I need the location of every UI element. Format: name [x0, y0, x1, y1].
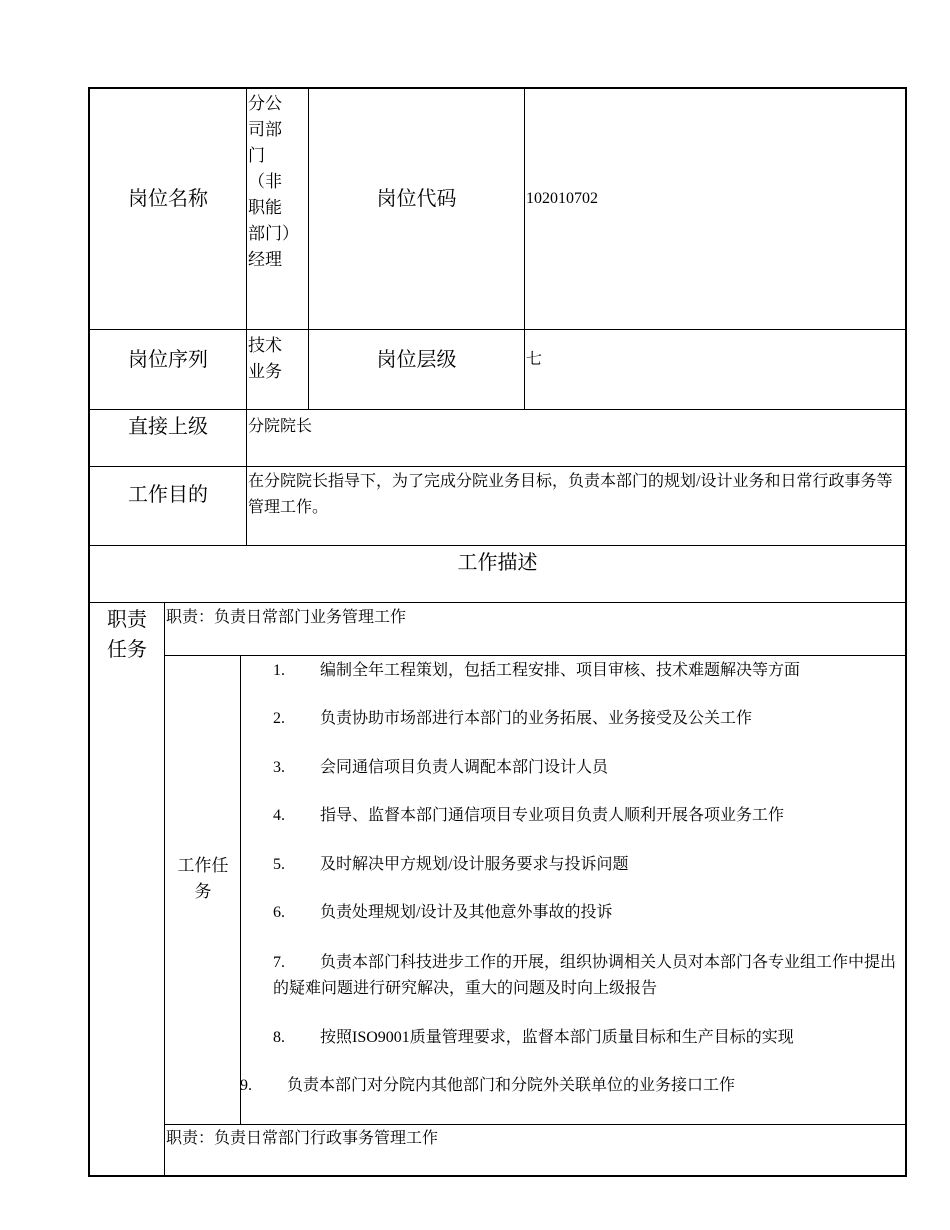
row-divider	[164, 655, 907, 656]
duty2-heading: 职责：负责日常部门行政事务管理工作	[166, 1130, 439, 1147]
task-number: 6.	[273, 904, 285, 921]
task-text: 负责处理规划/设计及其他意外事故的投诉	[320, 904, 613, 921]
row-divider	[88, 545, 907, 546]
value-position-name: 分公司部门（非职能部门）经理	[248, 94, 291, 269]
row-divider	[88, 466, 907, 467]
task-item-8	[273, 1025, 903, 1051]
task-item-5	[273, 852, 903, 878]
task-text: 负责本部门科技进步工作的开展，组织协调相关人员对本部门各专业组工作中提出的疑难问题进行研究解决，重大的问题及时向上级报告	[273, 954, 897, 997]
task-number: 8.	[273, 1029, 285, 1046]
border-left	[88, 87, 90, 1177]
task-number: 9.	[240, 1077, 252, 1094]
task-number: 2.	[273, 710, 285, 727]
task-item-7	[273, 950, 901, 1002]
label-duty-tasks	[96, 605, 158, 665]
col-divider	[240, 655, 241, 1125]
task-text: 会同通信项目负责人调配本部门设计人员	[320, 759, 609, 776]
work-task-label-text: 工作任务	[177, 856, 229, 901]
task-number: 1.	[273, 662, 285, 679]
row-divider	[88, 602, 907, 603]
task-text: 及时解决甲方规划/设计服务要求与投诉问题	[320, 856, 629, 873]
task-item-4	[273, 803, 903, 829]
task-text: 按照ISO9001质量管理要求，监督本部门质量目标和生产目标的实现	[320, 1029, 794, 1046]
task-number: 5.	[273, 856, 285, 873]
value-work-purpose: 在分院院长指导下，为了完成分院业务目标，负责本部门的规划/设计业务和日常行政事务等管理工作。	[248, 473, 893, 516]
border-right	[905, 87, 907, 1177]
value-position-series: 技术业务	[248, 336, 282, 381]
task-text: 编制全年工程策划，包括工程安排、项目审核、技术难题解决等方面	[320, 662, 801, 679]
task-item-2	[273, 706, 903, 732]
border-bottom	[88, 1175, 907, 1177]
col-divider	[524, 87, 525, 410]
duty-label-text: 职责任务	[107, 609, 147, 661]
section-title: 工作描述	[457, 552, 538, 574]
row-divider	[88, 409, 907, 410]
task-item-1	[273, 658, 903, 684]
label-position-code: 岗位代码	[376, 188, 457, 210]
label-direct-superior: 直接上级	[128, 416, 208, 438]
col-divider	[164, 602, 165, 1177]
value-position-code: 102010702	[526, 190, 598, 207]
value-direct-superior: 分院院长	[248, 418, 313, 435]
task-text: 负责本部门对分院内其他部门和分院外关联单位的业务接口工作	[287, 1077, 736, 1094]
task-text: 负责协助市场部进行本部门的业务拓展、业务接受及公关工作	[320, 710, 753, 727]
col-divider	[246, 87, 247, 546]
task-text: 指导、监督本部门通信项目专业项目负责人顺利开展各项业务工作	[320, 807, 785, 824]
task-number: 7.	[273, 954, 285, 971]
row-divider	[164, 1124, 907, 1125]
task-number: 3.	[273, 759, 285, 776]
task-number: 4.	[273, 807, 285, 824]
label-position-level: 岗位层级	[376, 349, 457, 371]
row-divider	[88, 329, 907, 330]
task-item-9	[240, 1073, 900, 1099]
label-position-series: 岗位序列	[128, 349, 208, 371]
label-position-name: 岗位名称	[128, 188, 208, 210]
value-position-level: 七	[526, 351, 543, 368]
border-top	[88, 87, 907, 89]
task-item-3	[273, 755, 903, 781]
label-work-purpose: 工作目的	[128, 484, 208, 506]
task-item-6	[273, 900, 903, 926]
label-work-tasks	[166, 853, 240, 905]
duty1-heading: 职责：负责日常部门业务管理工作	[166, 609, 407, 626]
